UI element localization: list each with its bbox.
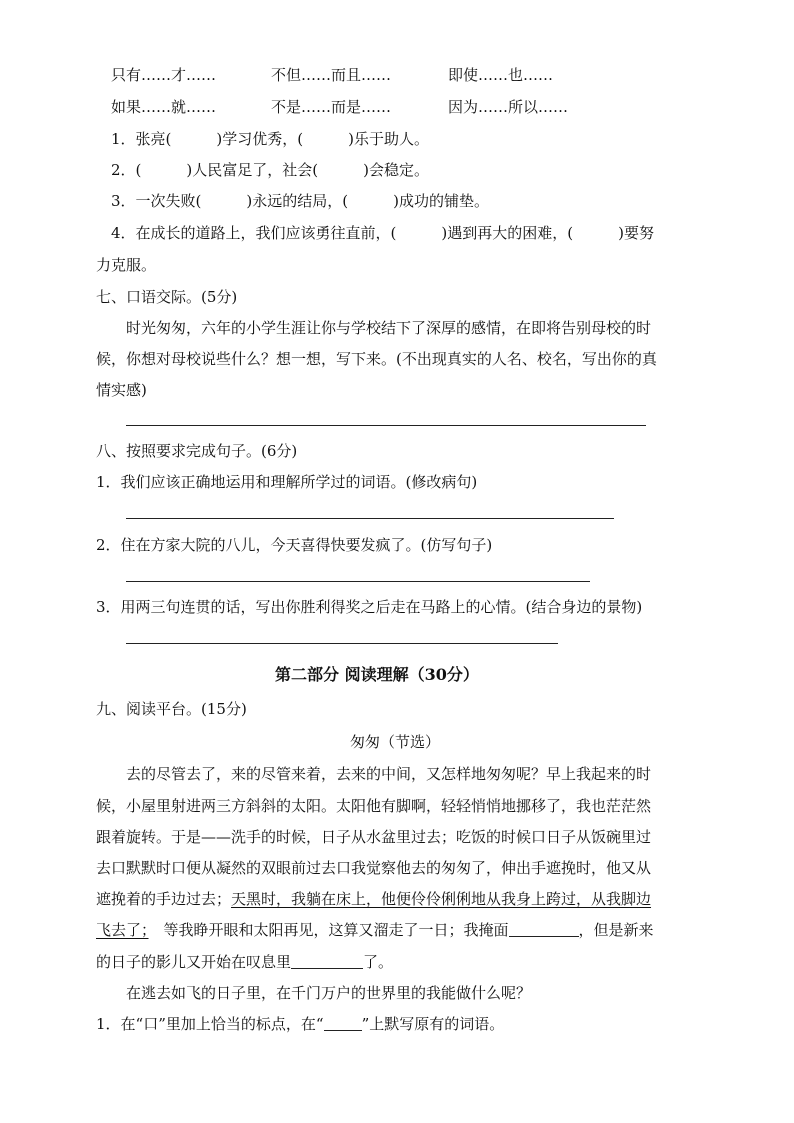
passage-line [96, 951, 393, 973]
question-text: 1．在“口”里加上恰当的标点，在“ [96, 1015, 324, 1033]
fill-in-question: 4．在成长的道路上，我们应该勇往直前，( )遇到再大的困难，( )要努 [111, 224, 654, 242]
passage-line: 跟着旋转。于是——洗手的时候，日子从水盆里过去；吃饭的时候口日子从饭碗里过 [96, 828, 652, 846]
section-heading: 七、口语交际。(5分) [96, 288, 238, 306]
word-bank-option: 不但……而且…… [271, 66, 392, 84]
fill-blank[interactable] [509, 922, 579, 937]
answer-line[interactable] [126, 518, 614, 519]
passage-line [96, 919, 654, 941]
passage-line: 去的尽管去了，来的尽管来着，去来的中间，又怎样地匆匆呢？早上我起来的时 [126, 765, 652, 783]
passage-text: ，但是新来 [578, 921, 654, 939]
prompt-text: 情实感) [96, 381, 147, 399]
prompt-text: 候，你想对母校说些什么？想一想，写下来。(不出现真实的人名、校名，写出你的真 [96, 350, 657, 368]
word-bank-option: 即使……也…… [448, 66, 554, 84]
answer-line[interactable] [126, 425, 646, 426]
fill-in-question: 1．张亮( )学习优秀，( )乐于助人。 [111, 130, 429, 148]
fill-in-question-continued: 力克服。 [96, 256, 157, 274]
part-title: 第二部分 阅读理解（30分） [275, 665, 479, 684]
blank-sample [324, 1016, 362, 1031]
prompt-text: 时光匆匆，六年的小学生涯让你与学校结下了深厚的感情，在即将告别母校的时 [126, 319, 652, 337]
underlined-passage-text: 飞去了； [96, 921, 149, 939]
answer-line[interactable] [126, 581, 590, 582]
question-text: ”上默写原有的词语。 [361, 1015, 505, 1033]
word-bank-option: 不是……而是…… [271, 98, 392, 116]
passage-line [96, 888, 651, 910]
fill-blank[interactable] [291, 954, 363, 969]
passage-line: 在逃去如飞的日子里，在千门万户的世界里的我能做什么呢？ [126, 984, 532, 1002]
answer-line[interactable] [126, 643, 558, 644]
section-heading: 九、阅读平台。(15分) [96, 700, 247, 718]
word-bank-option: 因为……所以…… [448, 98, 569, 116]
word-bank-option: 只有……才…… [111, 66, 217, 84]
sentence-task: 2．住在方家大院的八儿，今天喜得快要发疯了。(仿写句子) [96, 536, 493, 554]
passage-text: 遮挽着的手边过去； [96, 890, 232, 908]
reading-question [96, 1013, 504, 1035]
passage-text: 的日子的影儿又开始在叹息里 [96, 953, 292, 971]
underlined-passage-text: 天黑时，我躺在床上，他便伶伶俐俐地从我身上跨过，从我脚边 [231, 890, 652, 908]
fill-in-question: 3．一次失败( )永远的结局，( )成功的铺垫。 [111, 192, 489, 210]
sentence-task: 3．用两三句连贯的话，写出你胜利得奖之后走在马路上的心情。(结合身边的景物) [96, 598, 643, 616]
word-bank-option: 如果……就…… [111, 98, 217, 116]
passage-text: 了。 [363, 953, 394, 971]
passage-line: 候，小屋里射进两三方斜斜的太阳。太阳他有脚啊，轻轻悄悄地挪移了，我也茫茫然 [96, 797, 652, 815]
passage-text: 等我睁开眼和太阳再见，这算又溜走了一日；我掩面 [148, 921, 509, 939]
sentence-task: 1．我们应该正确地运用和理解所学过的词语。(修改病句) [96, 473, 478, 491]
fill-in-question: 2．( )人民富足了，社会( )会稳定。 [111, 161, 429, 179]
section-heading: 八、按照要求完成句子。(6分) [96, 442, 298, 460]
passage-title: 匆匆（节选） [350, 733, 441, 751]
passage-line: 去口默默时口便从凝然的双眼前过去口我觉察他去的匆匆了，伸出手遮挽时，他又从 [96, 859, 652, 877]
